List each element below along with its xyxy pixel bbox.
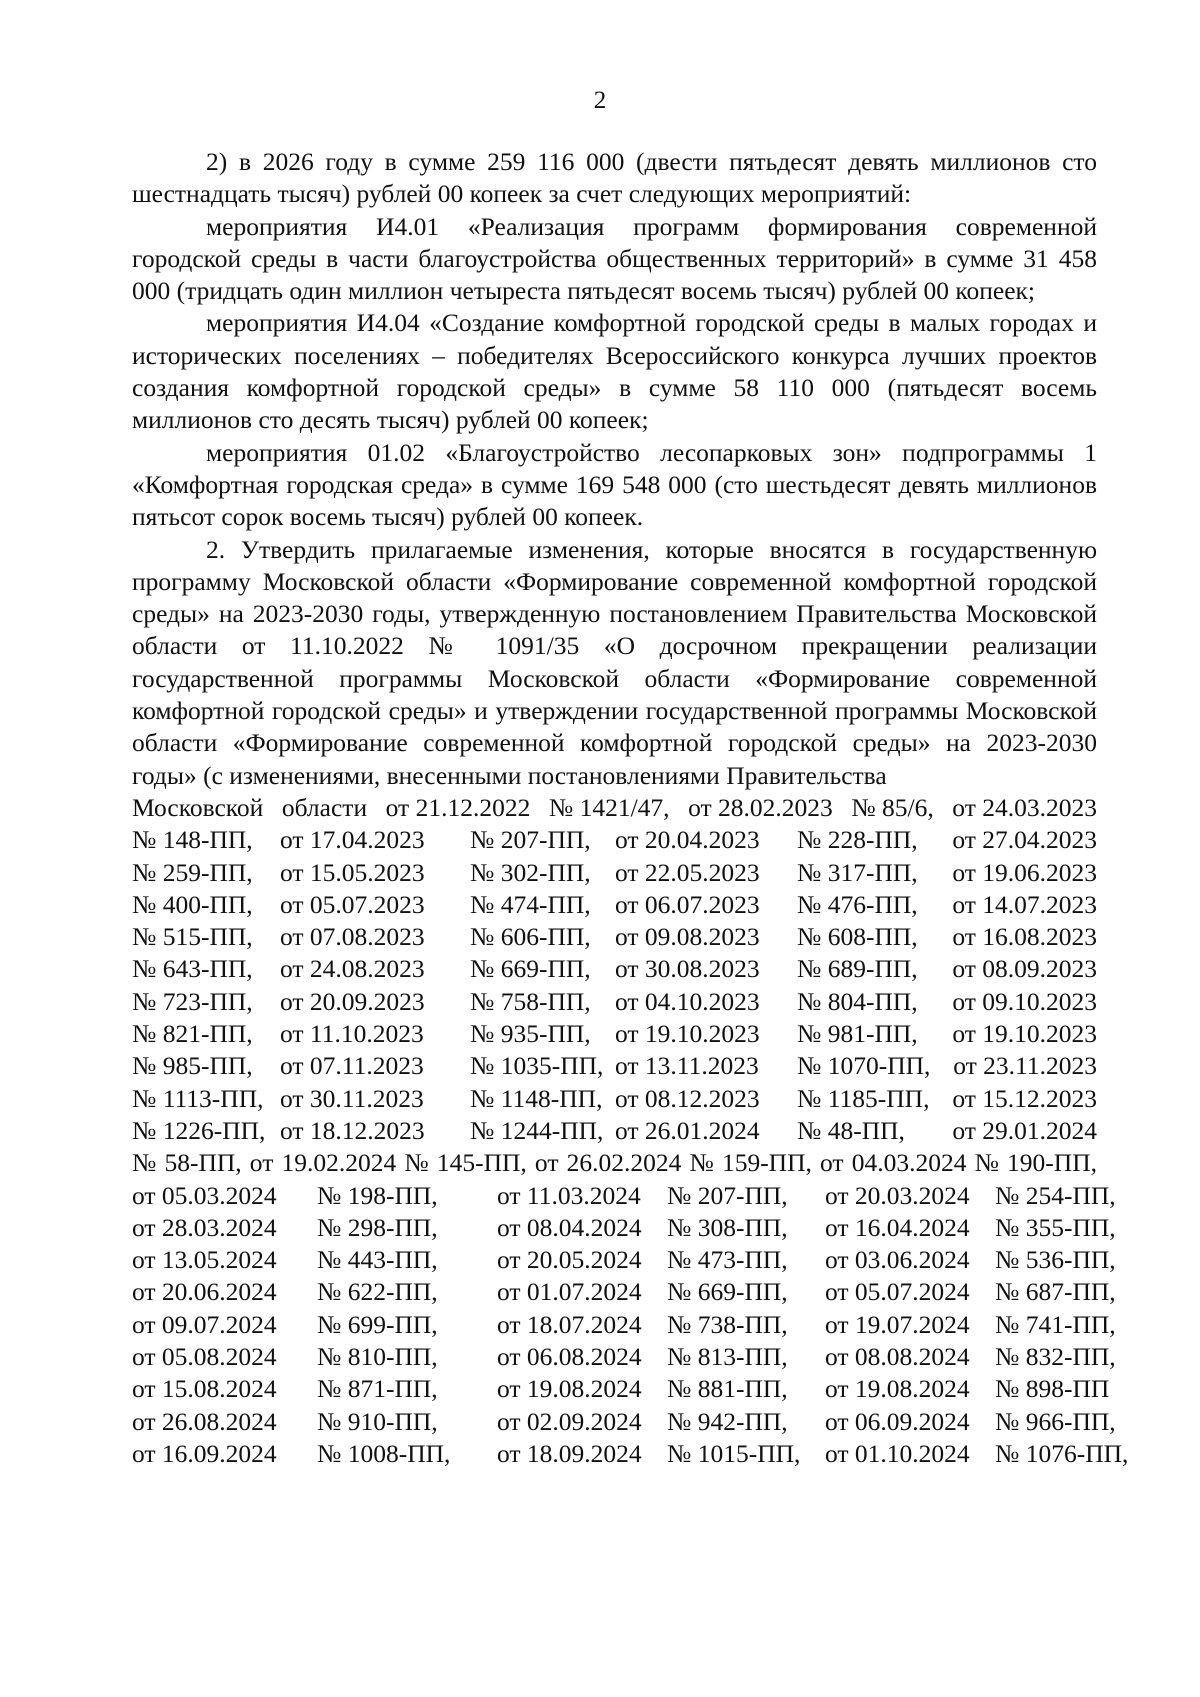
- amendment-word: №: [689, 1148, 714, 1178]
- amendment-cell: № 898-ПП: [995, 1374, 1110, 1404]
- amendment-cell: № 1148-ПП,: [470, 1083, 603, 1113]
- amendment-cell: от 11.10.2023: [280, 1019, 424, 1049]
- amendment-cell: № 871-ПП,: [317, 1374, 438, 1404]
- amendment-cell: № 935-ПП,: [470, 1019, 591, 1049]
- amendment-cell: от 19.10.2023: [952, 1019, 1097, 1049]
- amendment-cell: от 16.09.2024: [132, 1438, 277, 1468]
- amendment-cell: от 19.08.2024: [825, 1374, 970, 1404]
- amendment-cell: от 19.07.2024: [825, 1309, 970, 1339]
- amendment-cell: от 18.07.2024: [497, 1309, 642, 1339]
- amendment-cell: № 355-ПП,: [995, 1212, 1116, 1242]
- amendment-cell: от 08.09.2023: [952, 954, 1097, 984]
- amendment-cell: от 07.08.2023: [280, 922, 425, 952]
- amendment-word: от: [820, 1148, 844, 1178]
- amendment-cell: от 05.08.2024: [132, 1341, 277, 1371]
- amendment-row: [132, 1050, 1097, 1082]
- amendment-cell: № 400-ПП,: [132, 889, 253, 919]
- amendment-cell: № 723-ПП,: [132, 986, 253, 1016]
- amendment-cell: № 207-ПП,: [667, 1180, 788, 1210]
- amendment-cell: от 18.09.2024: [497, 1438, 642, 1468]
- amendment-cell: № 608-ПП,: [797, 922, 918, 952]
- page-number: 2: [593, 87, 607, 114]
- amendment-cell: от 05.03.2024: [132, 1180, 277, 1210]
- amendment-word: №: [132, 1148, 157, 1178]
- amendment-cell: от 22.05.2023: [615, 857, 760, 887]
- amendment-word: 159-ПП,: [721, 1148, 812, 1178]
- amendment-cell: № 317-ПП,: [797, 857, 918, 887]
- amendment-cell: № 687-ПП,: [995, 1277, 1116, 1307]
- amendment-cell: № 699-ПП,: [317, 1309, 438, 1339]
- amendment-cell: от 29.01.2024: [952, 1115, 1097, 1145]
- amendment-cell: № 738-ПП,: [667, 1309, 788, 1339]
- amendment-cell: от 26.08.2024: [132, 1406, 277, 1436]
- amendment-row: [132, 857, 1097, 889]
- amendment-cell: от 27.04.2023: [952, 825, 1097, 855]
- amendment-cell: № 473-ПП,: [667, 1245, 788, 1275]
- paragraph-measure-i4-04: мероприятия И4.04 «Создание комфортной городской среды в малых городах и исторических поселениях – победителях Всероссийского конкурса лучших проектов создания комфортной городской среды» в сумме 58 110 000 (пятьдесят восемь миллионов сто десять тысяч) рублей 00 копеек;: [132, 308, 1097, 435]
- amendment-cell: от 09.10.2023: [952, 986, 1097, 1016]
- amendment-cell: от 07.11.2023: [280, 1051, 424, 1081]
- amendment-word: 04.03.2024: [851, 1148, 967, 1178]
- amendment-cell: от 01.07.2024: [497, 1277, 642, 1307]
- amendment-row: [132, 1244, 1116, 1276]
- amendment-cell: № 981-ПП,: [797, 1019, 918, 1049]
- amendment-cell: № 910-ПП,: [317, 1406, 438, 1436]
- amendment-cell: № 1244-ПП,: [470, 1115, 604, 1145]
- amendment-cell: от 19.08.2024: [497, 1374, 642, 1404]
- amendment-cell: № 1185-ПП,: [797, 1083, 930, 1113]
- amendment-cell: № 308-ПП,: [667, 1212, 788, 1242]
- amendment-cell: от 26.01.2024: [615, 1115, 760, 1145]
- amendment-token: области: [281, 792, 368, 822]
- amendment-cell: № 148-ПП,: [132, 825, 253, 855]
- amendment-cell: от 19.10.2023: [615, 1019, 760, 1049]
- amendment-row: [132, 1373, 1110, 1405]
- amendment-cell: № 942-ПП,: [667, 1406, 788, 1436]
- amendment-cell: № 758-ПП,: [470, 986, 591, 1016]
- amendment-token: от 28.02.2023: [688, 792, 833, 822]
- amendment-cell: № 813-ПП,: [667, 1341, 788, 1371]
- amendment-cell: от 11.03.2024: [497, 1180, 641, 1210]
- amendment-cell: от 13.05.2024: [132, 1245, 277, 1275]
- paragraph-item-2: 2. Утвердить прилагаемые изменения, которые вносятся в государственную программу Московской области «Формирование современной комфортной городской среды» на 2023-2030 годы, утвержденную постановлением Правительства Московской области от 11.10.2022 № 1091/35 «О досрочном прекращении реализации государственной программы Московской области «Формирование современной комфортной городской среды» и утверждении государственной программы Московской области «Формирование современной комфортной городской среды» на 2023-2030 годы» (с изменениями, внесенными постановлениями Правительства: [132, 534, 1097, 790]
- amendment-row: [132, 889, 1097, 921]
- amendment-cell: от 24.08.2023: [280, 954, 425, 984]
- amendment-row: [132, 1341, 1116, 1373]
- amendment-token: № 1421/47,: [548, 792, 670, 822]
- amendment-cell: от 20.05.2024: [497, 1245, 642, 1275]
- amendment-cell: от 17.04.2023: [280, 825, 425, 855]
- amendment-cell: от 15.05.2023: [280, 857, 425, 887]
- amendment-token: Московской: [132, 792, 264, 822]
- amendment-cell: № 966-ПП,: [995, 1406, 1116, 1436]
- amendment-cell: № 1035-ПП,: [470, 1051, 604, 1081]
- amendments-list-2023: [132, 824, 1097, 1147]
- amendment-row: [132, 1438, 1129, 1470]
- amendment-word: №: [404, 1148, 429, 1178]
- amendment-cell: № 1008-ПП,: [317, 1438, 451, 1468]
- amendment-cell: от 20.06.2024: [132, 1277, 277, 1307]
- amendment-cell: № 1113-ПП,: [132, 1083, 264, 1113]
- amendment-cell: от 16.04.2024: [825, 1212, 970, 1242]
- amendment-row: [132, 1276, 1116, 1308]
- amendment-cell: от 18.12.2023: [280, 1115, 425, 1145]
- amendment-cell: от 28.03.2024: [132, 1212, 277, 1242]
- amendment-cell: № 832-ПП,: [995, 1341, 1116, 1371]
- amendment-cell: № 622-ПП,: [317, 1277, 438, 1307]
- amendment-cell: № 1226-ПП,: [132, 1115, 266, 1145]
- amendment-cell: № 1070-ПП,: [797, 1051, 931, 1081]
- amendment-cell: от 15.08.2024: [132, 1374, 277, 1404]
- amendment-cell: № 228-ПП,: [797, 825, 918, 855]
- amendment-cell: от 08.12.2023: [615, 1083, 760, 1113]
- amendment-cell: № 302-ПП,: [470, 857, 591, 887]
- amendment-token: от 24.03.2023: [952, 792, 1097, 822]
- amendment-cell: № 259-ПП,: [132, 857, 253, 887]
- amendment-word: 145-ПП,: [436, 1148, 527, 1178]
- amendment-cell: № 536-ПП,: [995, 1245, 1116, 1275]
- amendment-cell: от 23.11.2023: [953, 1051, 1097, 1081]
- amendment-cell: от 05.07.2024: [825, 1277, 970, 1307]
- amendment-cell: № 515-ПП,: [132, 922, 253, 952]
- amendment-cell: № 669-ПП,: [470, 954, 591, 984]
- amendment-cell: № 985-ПП,: [132, 1051, 253, 1081]
- amendment-cell: № 643-ПП,: [132, 954, 253, 984]
- amendment-row: [132, 1018, 1097, 1050]
- amendment-cell: от 13.11.2023: [615, 1051, 759, 1081]
- amendment-cell: от 20.04.2023: [615, 825, 760, 855]
- amendment-cell: № 821-ПП,: [132, 1019, 253, 1049]
- amendment-row: [132, 953, 1097, 985]
- amendment-word: 190-ПП,: [1007, 1148, 1097, 1178]
- amendment-cell: № 804-ПП,: [797, 986, 918, 1016]
- amendment-cell: от 06.09.2024: [825, 1406, 970, 1436]
- amendment-cell: № 474-ПП,: [470, 889, 591, 919]
- paragraph-2026-sum: 2) в 2026 году в сумме 259 116 000 (двести пятьдесят девять миллионов сто шестнадцать тысяч) рублей 00 копеек за счет следующих мероприятий:: [132, 147, 1097, 209]
- amendment-cell: от 30.11.2023: [280, 1083, 424, 1113]
- amendment-cell: от 15.12.2023: [952, 1083, 1097, 1113]
- amendment-word: 26.02.2024: [566, 1148, 682, 1178]
- amendment-row: [132, 824, 1097, 856]
- amendment-row: [132, 1083, 1097, 1115]
- amendment-cell: от 09.08.2023: [615, 922, 760, 952]
- amendment-cell: № 669-ПП,: [667, 1277, 788, 1307]
- amendment-cell: от 01.10.2024: [825, 1438, 970, 1468]
- amendment-cell: № 443-ПП,: [317, 1245, 438, 1275]
- amendment-row: [132, 1309, 1116, 1341]
- amendments-middle-line: [132, 1147, 1097, 1179]
- amendment-cell: от 03.06.2024: [825, 1245, 970, 1275]
- amendment-word: от: [249, 1148, 274, 1178]
- amendment-cell: № 298-ПП,: [317, 1212, 438, 1242]
- amendment-cell: № 1076-ПП,: [995, 1438, 1129, 1468]
- paragraph-measure-i4-01: мероприятия И4.01 «Реализация программ формирования современной городской среды в части благоустройства общественных территорий» в сумме 31 458 000 (тридцать один миллион четыреста пятьдесят восемь тысяч) рублей 00 копеек;: [132, 211, 1097, 306]
- amendment-cell: № 689-ПП,: [797, 954, 918, 984]
- amendment-cell: от 14.07.2023: [952, 889, 1097, 919]
- amendment-cell: № 810-ПП,: [317, 1341, 438, 1371]
- amendment-cell: № 198-ПП,: [317, 1180, 438, 1210]
- amendment-cell: от 02.09.2024: [497, 1406, 642, 1436]
- amendment-cell: от 06.07.2023: [615, 889, 760, 919]
- amendment-word: 58-ПП,: [164, 1148, 242, 1178]
- amendment-cell: № 1015-ПП,: [667, 1438, 801, 1468]
- amendment-cell: № 254-ПП,: [995, 1180, 1116, 1210]
- amendment-row: [132, 1406, 1116, 1438]
- amendment-cell: от 30.08.2023: [615, 954, 760, 984]
- amendment-cell: № 881-ПП,: [667, 1374, 788, 1404]
- amendments-first-line: [132, 792, 1097, 824]
- amendment-cell: от 20.03.2024: [825, 1180, 970, 1210]
- amendment-cell: от 04.10.2023: [615, 986, 760, 1016]
- amendment-token: № 85/6,: [851, 792, 934, 822]
- amendment-token: от 21.12.2022: [385, 792, 531, 822]
- amendment-cell: от 08.04.2024: [497, 1212, 642, 1242]
- amendment-row: [132, 986, 1097, 1018]
- paragraph-measure-01-02: мероприятия 01.02 «Благоустройство лесопарковых зон» подпрограммы 1 «Комфортная городская среда» в сумме 169 548 000 (сто шестьдесят девять миллионов пятьсот сорок восемь тысяч) рублей 00 копеек.: [132, 437, 1097, 532]
- amendment-cell: от 08.08.2024: [825, 1341, 970, 1371]
- amendment-row: [132, 1115, 1097, 1147]
- amendment-cell: № 741-ПП,: [995, 1309, 1116, 1339]
- amendment-cell: от 19.06.2023: [952, 857, 1097, 887]
- amendment-cell: № 476-ПП,: [797, 889, 918, 919]
- amendment-cell: № 606-ПП,: [470, 922, 591, 952]
- amendment-word: от: [534, 1148, 559, 1178]
- amendment-row: [132, 921, 1097, 953]
- amendment-cell: № 48-ПП,: [797, 1115, 905, 1145]
- amendment-cell: от 20.09.2023: [280, 986, 425, 1016]
- amendment-cell: от 16.08.2023: [952, 922, 1097, 952]
- amendment-cell: № 207-ПП,: [470, 825, 591, 855]
- amendment-row: [132, 1180, 1116, 1212]
- amendment-cell: от 09.07.2024: [132, 1309, 277, 1339]
- amendments-list-2024: [132, 1180, 1129, 1471]
- amendment-word: №: [974, 1148, 999, 1178]
- amendment-row: [132, 1212, 1116, 1244]
- amendment-word: 19.02.2024: [281, 1148, 397, 1178]
- amendment-cell: от 06.08.2024: [497, 1341, 642, 1371]
- amendment-cell: от 05.07.2023: [280, 889, 425, 919]
- document-body: [132, 146, 1129, 1470]
